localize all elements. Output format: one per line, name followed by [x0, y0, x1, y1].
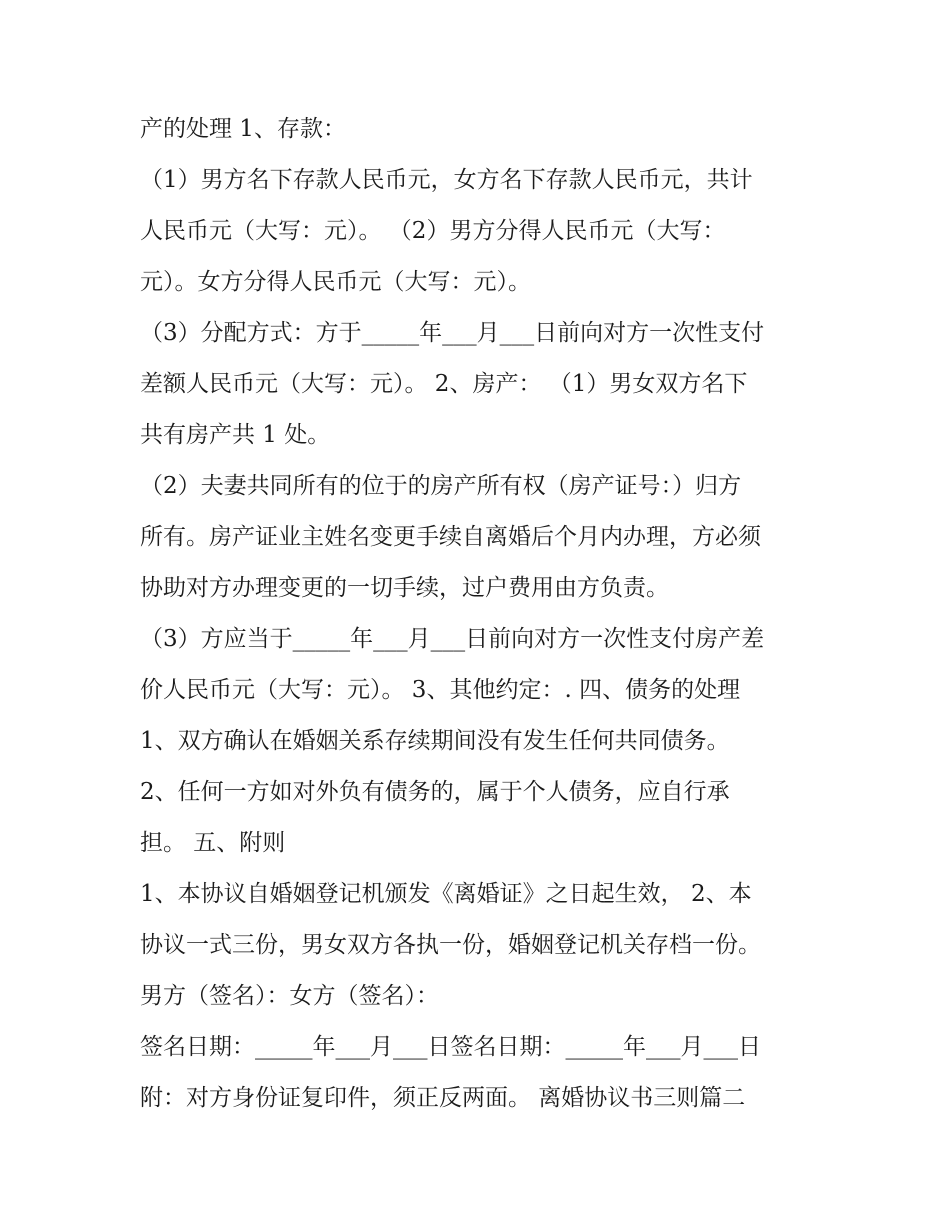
text-line: 2、任何一方如对外负有债务的，属于个人债务，应自行承 — [140, 779, 730, 805]
text-line: 产的处理 1、存款： — [140, 116, 346, 142]
text-line: （3）分配方式：方于_____年___月___日前向对方一次性支付 — [140, 320, 765, 346]
text-line: 人民币元（大写：元）。 （2）男方分得人民币元（大写： — [140, 218, 726, 244]
text-line: （1）男方名下存款人民币元，女方名下存款人民币元，共计 — [140, 167, 753, 193]
text-line: 共有房产共 1 处。 — [140, 422, 331, 448]
text-line: 附：对方身份证复印件，须正反两面。 离婚协议书三则篇二 — [140, 1085, 746, 1111]
document-body — [140, 104, 820, 1124]
text-line: 所有。房产证业主姓名变更手续自离婚后个月内办理，方必须 — [140, 524, 761, 550]
text-line: 协助对方办理变更的一切手续，过户费用由方负责。 — [140, 575, 669, 601]
text-line: 元）。女方分得人民币元（大写：元）。 — [140, 269, 531, 295]
text-line: 担。 五、附则 — [140, 830, 286, 856]
text-line: 1、双方确认在婚姻关系存续期间没有发生任何共同债务。 — [140, 728, 730, 754]
text-line: 签名日期：_____年___月___日签名日期：_____年___月___日 — [140, 1034, 761, 1060]
text-line: （3）方应当于_____年___月___日前向对方一次性支付房产差 — [140, 626, 765, 652]
text-line: 差额人民币元（大写：元）。 2、房产： （1）男女双方名下 — [140, 371, 748, 397]
text-line: 协议一式三份，男女双方各执一份，婚姻登记机关存档一份。 — [140, 932, 761, 958]
text-line: 男方（签名）：女方（签名）： — [140, 983, 439, 1009]
text-line: 价人民币元（大写：元）。 3、其他约定：. 四、债务的处理 — [140, 677, 741, 703]
text-line: （2）夫妻共同所有的位于的房产所有权（房产证号：）归方 — [140, 473, 742, 499]
text-line: 1、本协议自婚姻登记机颁发《离婚证》之日起生效， 2、本 — [140, 881, 752, 907]
